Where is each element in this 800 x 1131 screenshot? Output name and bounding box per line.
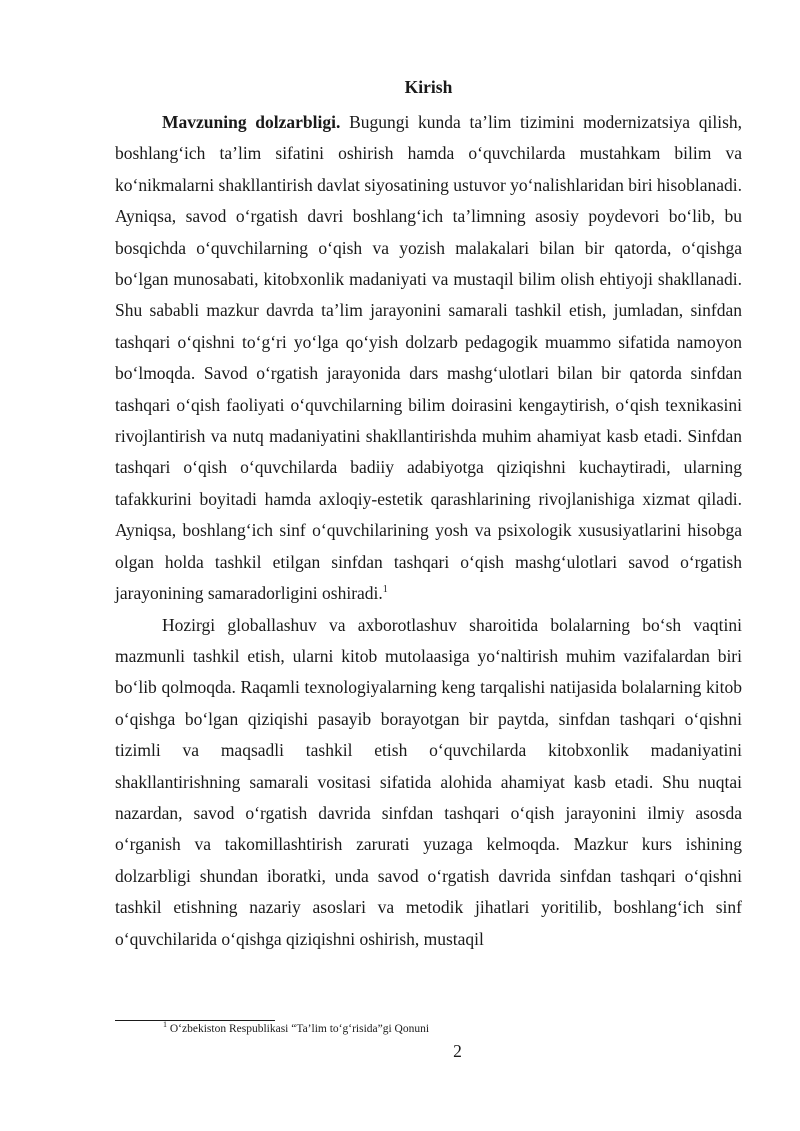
footnote-marker: 1 xyxy=(163,1020,167,1030)
footnote-separator xyxy=(115,1020,275,1021)
footnote-reference[interactable]: 1 xyxy=(382,584,388,596)
paragraph-relevance xyxy=(115,107,742,610)
footnote xyxy=(163,1022,429,1037)
page-number: 2 xyxy=(453,1041,462,1061)
paragraph-text: Bugungi kunda ta’lim tizimini modernizatsiya qilish, boshlang‘ich ta’lim sifatini oshirish hamda o‘quvchilarda mustahkam bilim va ko‘nikmalarni shakllantirish davlat siyosatining ustuvor yo‘nalishlaridan biri hisoblanadi. Ayniqsa, savod o‘rgatish davri boshlang‘ich ta’limning asosiy poydevori bo‘lib, bu bosqichda o‘quvchilarning o‘qish va yozish malakalari bilan bir qatorda, o‘qishga bo‘lgan munosabati, kitobxonlik madaniyati va mustaqil bilim olish ehtiyoji shakllanadi. Shu sababli mazkur davrda ta’lim jarayonini samarali tashkil etish, jumladan, sinfdan tashqari o‘qishni to‘g‘ri yo‘lga qo‘yish dolzarb pedagogik muammo sifatida namoyon bo‘lmoqda. Savod o‘rgatish jarayonida dars mashg‘ulotlari bilan bir qatorda sinfdan tashqari o‘qish faoliyati o‘quvchilarning bilim doirasini kengaytirish, o‘qish texnikasini rivojlantirish va nutq madaniyatini shakllantirishda muhim ahamiyat kasb etadi. Sinfdan tashqari o‘qish o‘quvchilarda badiiy adabiyotga qiziqishni kuchaytiradi, ularning tafakkurini boyitadi hamda axloqiy-estetik qarashlarining rivojlanishiga xizmat qiladi. Ayniqsa, boshlang‘ich sinf o‘quvchilarining yosh va psixologik xususiyatlarini hisobga olgan holda tashkil etilgan sinfdan tashqari o‘qish mashg‘ulotlari savod o‘rgatish jarayonining samaradorligini oshiradi. xyxy=(115,112,743,604)
section-heading: Kirish xyxy=(404,77,453,97)
document-body xyxy=(115,74,742,955)
footnote-text: O‘zbekiston Respublikasi “Ta’lim to‘g‘risida”gi Qonuni xyxy=(167,1023,430,1035)
paragraph-context: Hozirgi globallashuv va axborotlashuv sharoitida bolalarning bo‘sh vaqtini mazmunli tashkil etish, ularni kitob mutolaasiga yo‘naltirish muhim vazifalardan biri bo‘lib qolmoqda. Raqamli texnologiyalarning keng tarqalishi natijasida bolalarning kitob o‘qishga bo‘lgan qiziqishi pasayib borayotgan bir paytda, sinfdan tashqari o‘qishni tizimli va maqsadli tashkil etish o‘quvchilarda kitobxonlik madaniyatini shakllantirishning samarali vositasi sifatida alohida ahamiyat kasb etadi. Shu nuqtai nazardan, savod o‘rgatish davrida sinfdan tashqari o‘qish jarayonini ilmiy asosda o‘rganish va takomillashtirish zarurati yuzaga kelmoqda. Mazkur kurs ishining dolzarbligi shundan iboratki, unda savod o‘rgatish davrida sinfdan tashqari o‘qishni tashkil etishning nazariy asoslari va metodik jihatlari yoritilib, boshlang‘ich sinf o‘quvchilarida o‘qishga qiziqishni oshirish, mustaqil xyxy=(115,614,742,949)
paragraph-lead: Mavzuning dolzarbligi. xyxy=(162,112,341,132)
